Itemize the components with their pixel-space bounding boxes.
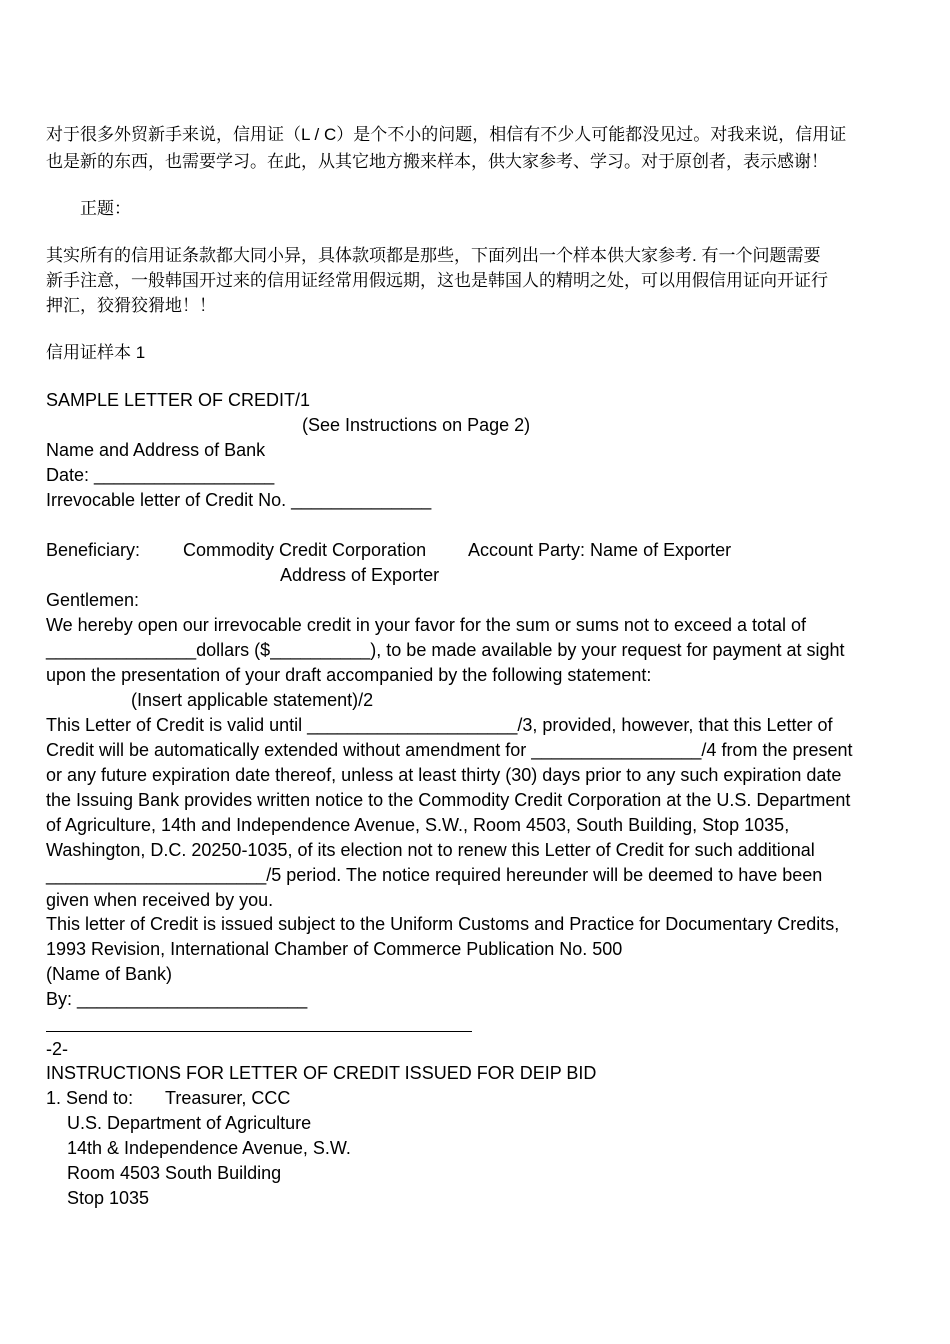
body-line-10: Washington, D.C. 20250-1035, of its election not to renew this Letter of Credit for such additional <box>46 840 815 860</box>
body-line-6: Credit will be automatically extended without amendment for _________________/4 from the present <box>46 740 853 760</box>
send-to-recipient: Treasurer, CCC <box>165 1088 291 1108</box>
body-line-3: upon the presentation of your draft accompanied by the following statement: <box>46 665 652 685</box>
body-line-12: given when received by you. <box>46 890 274 910</box>
instructions-title: INSTRUCTIONS FOR LETTER OF CREDIT ISSUED FOR DEIP BID <box>46 1063 597 1083</box>
body-line-8: the Issuing Bank provides written notice to the Commodity Credit Corporation at the U.S. Department <box>46 790 851 810</box>
credit-number-line: Irrevocable letter of Credit No. ______________ <box>46 490 432 510</box>
intro-paragraph-2-line-3: 押汇，狡猾狡猾地！！ <box>46 296 216 315</box>
body-line-1: We hereby open our irrevocable credit in your favor for the sum or sums not to exceed a total of <box>46 615 807 635</box>
beneficiary-label: Beneficiary: <box>46 540 141 560</box>
page-number: -2- <box>46 1039 68 1059</box>
body-line-5: This Letter of Credit is valid until _____________________/3, provided, however, that this Letter of <box>46 715 833 735</box>
body-line-14: 1993 Revision, International Chamber of Commerce Publication No. 500 <box>46 939 623 959</box>
account-party: Account Party: Name of Exporter <box>468 540 732 560</box>
bank-name-address: Name and Address of Bank <box>46 440 266 460</box>
date-line: Date: __________________ <box>46 465 275 485</box>
address-line-2: 14th & Independence Avenue, S.W. <box>67 1138 351 1158</box>
body-line-13: This letter of Credit is issued subject to the Uniform Customs and Practice for Documentary Credits, <box>46 914 840 934</box>
sample-label: 信用证样本 1 <box>46 343 146 362</box>
body-line-9: of Agriculture, 14th and Independence Avenue, S.W., Room 4503, South Building, Stop 1035, <box>46 815 790 835</box>
body-line-2: _______________dollars ($__________), to be made available by your request for payment at sight <box>46 640 845 660</box>
address-line-4: Stop 1035 <box>67 1188 150 1208</box>
body-line-4: (Insert applicable statement)/2 <box>131 690 374 710</box>
section-divider <box>46 1031 472 1032</box>
intro-paragraph-2-line-2: 新手注意，一般韩国开过来的信用证经常用假远期，这也是韩国人的精明之处，可以用假信用证向开证行 <box>46 271 828 290</box>
address-line-1: U.S. Department of Agriculture <box>67 1113 312 1133</box>
intro-paragraph-2-line-1: 其实所有的信用证条款都大同小异，具体款项都是那些，下面列出一个样本供大家参考. 有一个问题需要 <box>46 246 821 265</box>
letter-title: SAMPLE LETTER OF CREDIT/1 <box>46 390 311 410</box>
signature-line: By: _______________________ <box>46 989 308 1009</box>
body-line-11: ______________________/5 period. The notice required hereunder will be deemed to have been <box>46 865 823 885</box>
body-line-7: or any future expiration date thereof, unless at least thirty (30) days prior to any such expiration date <box>46 765 842 785</box>
intro-paragraph-1-line-1: 对于很多外贸新手来说，信用证（L / C）是个不小的问题，相信有不少人可能都没见过。对我来说，信用证 <box>46 125 847 144</box>
address-line-3: Room 4503 South Building <box>67 1163 282 1183</box>
intro-heading: 正题： <box>80 199 131 218</box>
beneficiary-value: Commodity Credit Corporation <box>183 540 427 560</box>
exporter-address: Address of Exporter <box>280 565 440 585</box>
send-to-label: 1. Send to: <box>46 1088 134 1108</box>
salutation: Gentlemen: <box>46 590 140 610</box>
letter-subtitle: (See Instructions on Page 2) <box>302 415 531 435</box>
bank-name-signature: (Name of Bank) <box>46 964 173 984</box>
intro-paragraph-1-line-2: 也是新的东西，也需要学习。在此，从其它地方搬来样本，供大家参考、学习。对于原创者，表示感谢！ <box>46 152 828 171</box>
